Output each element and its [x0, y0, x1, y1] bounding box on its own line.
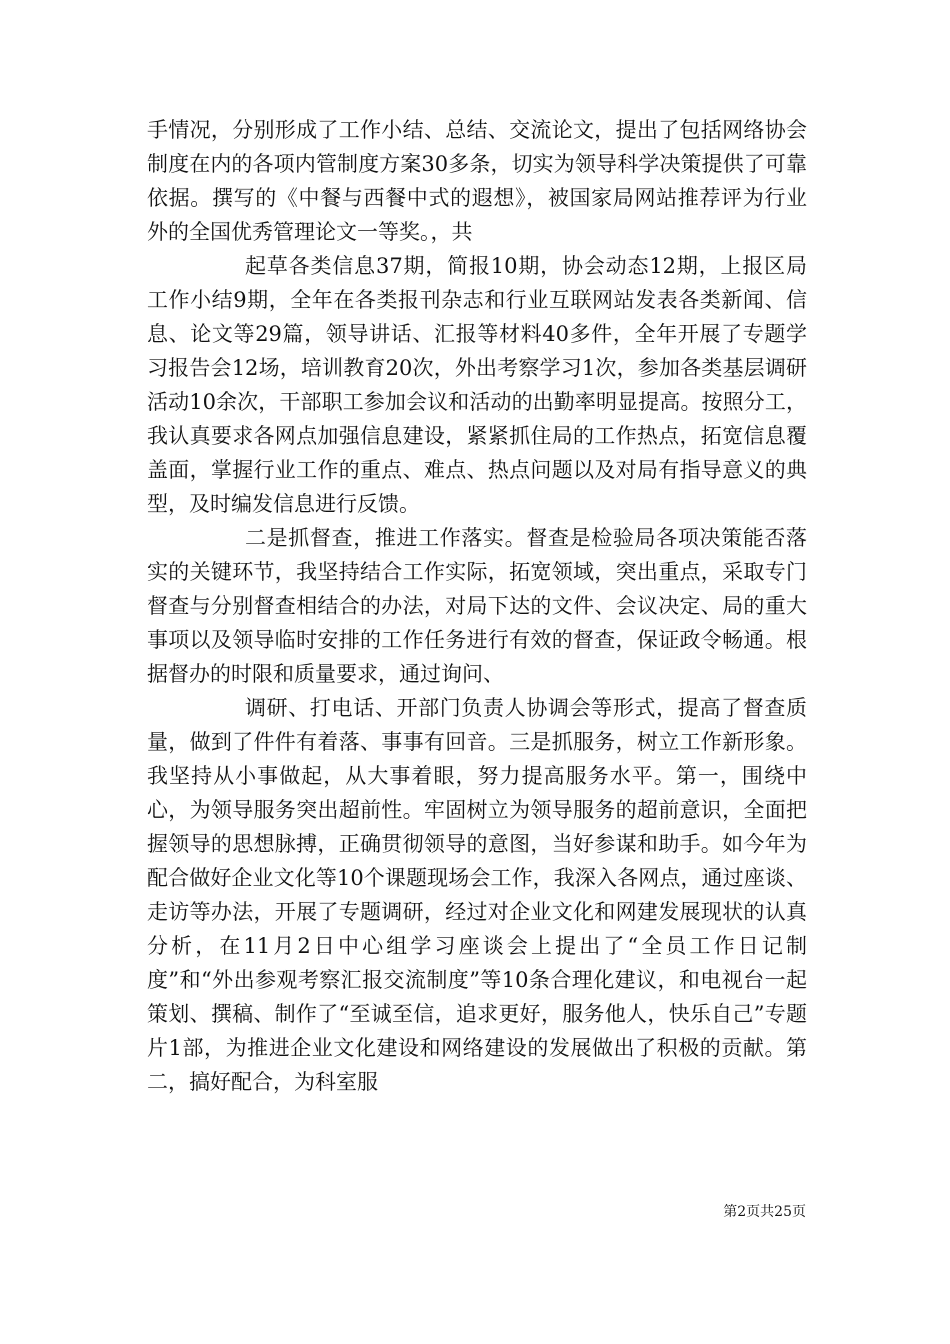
- paragraph-1: 手情况，分别形成了工作小结、总结、交流论文，提出了包括网络协会制度在内的各项内管制度方案30多条，切实为领导科学决策提供了可靠依据。撰写的《中餐与西餐中式的遐想》，被国家局网站推荐评为行业外的全国优秀管理论文一等奖。，共: [147, 118, 807, 244]
- page-number-footer: 第2页共25页: [723, 1204, 806, 1220]
- paragraph-4: 调研、打电话、开部门负责人协调会等形式，提高了督查质量，做到了件件有着落、事事有回音。三是抓服务，树立工作新形象。我坚持从小事做起，从大事着眼，努力提高服务水平。第一，围绕中心，为领导服务突出超前性。牢固树立为领导服务的超前意识，全面把握领导的思想脉搏，正确贯彻领导的意图，当好参谋和助手。如今年为配合做好企业文化等10个课题现场会工作，我深入各网点，通过座谈、走访等办法，开展了专题调研，经过对企业文化和网建发展现状的认真分析，在11月2日中心组学习座谈会上提出了“全员工作日记制度”和“外出参观考察汇报交流制度”等10条合理化建议，和电视台一起策划、撰稿、制作了“至诚至信，追求更好，服务他人，快乐自己”专题片1部，为推进企业文化建设和网络建设的发展做出了积极的贡献。第二，搞好配合，为科室服: [147, 696, 807, 1094]
- body-text: [147, 113, 807, 1099]
- paragraph-2: 起草各类信息37期，简报10期，协会动态12期，上报区局工作小结9期，全年在各类报刊杂志和行业互联网站发表各类新闻、信息、论文等29篇，领导讲话、汇报等材料40多件，全年开展了专题学习报告会12场，培训教育20次，外出考察学习1次，参加各类基层调研活动10余次，干部职工参加会议和活动的出勤率明显提高。按照分工，我认真要求各网点加强信息建设，紧紧抓住局的工作热点，拓宽信息覆盖面，掌握行业工作的重点、难点、热点问题以及对局有指导意义的典型，及时编发信息进行反馈。: [147, 254, 807, 516]
- paragraph-3: 二是抓督查，推进工作落实。督查是检验局各项决策能否落实的关键环节，我坚持结合工作实际，拓宽领域，突出重点，采取专门督查与分别督查相结合的办法，对局下达的文件、会议决定、局的重大事项以及领导临时安排的工作任务进行有效的督查，保证政令畅通。根据督办的时限和质量要求，通过询问、: [147, 526, 807, 686]
